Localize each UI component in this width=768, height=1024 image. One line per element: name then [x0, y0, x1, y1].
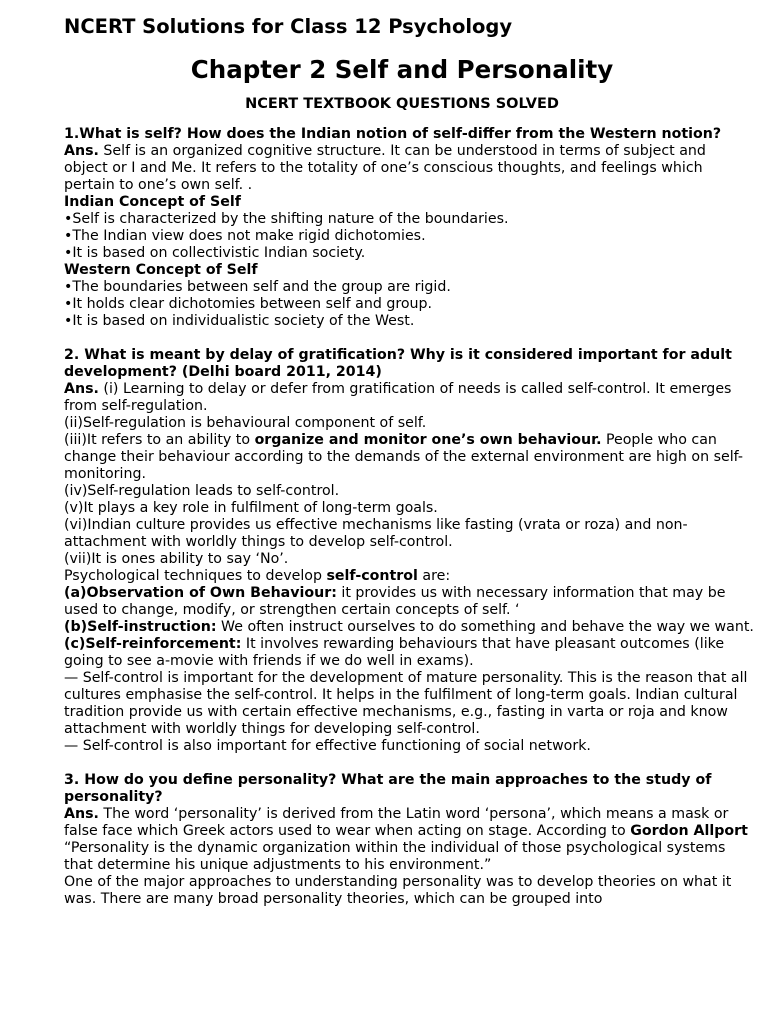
section-subtitle: NCERT TEXTBOOK QUESTIONS SOLVED	[245, 96, 559, 112]
emphasis: self-control	[326, 568, 418, 584]
list-item: •It holds clear dichotomies between self and group.	[64, 296, 433, 312]
spacer	[64, 330, 754, 347]
emphasis: Gordon Allport	[630, 823, 748, 839]
answer-2-iii	[64, 432, 754, 483]
answer-text: are:	[417, 568, 451, 584]
list-item: •It is based on individualistic society of the West.	[64, 313, 415, 329]
answer-text: (i) Learning to delay or defer from gratification of needs is called self-control. It emerges from self-regulation.	[64, 381, 732, 414]
answer-text: People who can change their behaviour according to the demands of the external environment are high on self-monitoring.	[64, 432, 743, 482]
question-1: 1.What is self? How does the Indian notion of self-differ from the Western notion?	[64, 126, 722, 142]
indian-concept-heading: Indian Concept of Self	[64, 194, 241, 210]
technique-label: (b)Self-instruction:	[64, 619, 217, 635]
answer-2-i	[64, 381, 754, 415]
list-item: •Self is characterized by the shifting nature of the boundaries.	[64, 211, 509, 227]
document-body	[64, 126, 754, 908]
series-title: NCERT Solutions for Class 12 Psychology	[64, 15, 513, 38]
answer-3-continued: One of the major approaches to understanding personality was to develop theories on what it was. There are many broad personality theories, which can be grouped into	[64, 874, 732, 907]
answer-2-vii: (vii)It is ones ability to say ‘No’.	[64, 551, 289, 567]
technique-label: (c)Self-reinforcement:	[64, 636, 242, 652]
answer-text: (iii)It refers to an ability to	[64, 432, 255, 448]
answer-1	[64, 143, 754, 194]
dash-paragraph: — Self-control is important for the development of mature personality. This is the reason that all cultures emphasise the self-control. It helps in the fulfilment of long-term goals. Indian cultural tradition provide us with certain effective mechanisms, e.g., fasting in varta or roja and know attachment with worldly things for developing self-control.	[64, 670, 748, 737]
technique-text: It involves rewarding behaviours that have pleasant outcomes (like going to see a-movie with friends if we do well in exams).	[64, 636, 725, 669]
answer-2-v: (v)It plays a key role in fulfilment of long-term goals.	[64, 500, 438, 516]
answer-label: Ans.	[64, 143, 99, 159]
technique-c	[64, 636, 754, 670]
answer-2-ii: (ii)Self-regulation is behavioural component of self.	[64, 415, 427, 431]
answer-label: Ans.	[64, 806, 99, 822]
technique-text: it provides us with necessary information that may be used to change, modify, or strengthen certain concepts of self. ‘	[64, 585, 726, 618]
spacer	[64, 755, 754, 772]
techniques-intro	[64, 568, 754, 585]
list-item: •The boundaries between self and the group are rigid.	[64, 279, 451, 295]
question-2: 2. What is meant by delay of gratification? Why is it considered important for adult development? (Delhi board 2011, 2014)	[64, 347, 732, 380]
question-3: 3. How do you define personality? What are the main approaches to the study of personality?	[64, 772, 712, 805]
technique-a	[64, 585, 754, 619]
answer-text: “Personality is the dynamic organization within the individual of those psychological systems that determine his unique adjustments to his environment.”	[64, 840, 726, 873]
technique-b	[64, 619, 754, 636]
answer-2-iv: (iv)Self-regulation leads to self-control.	[64, 483, 340, 499]
list-item: •It is based on collectivistic Indian society.	[64, 245, 366, 261]
chapter-title: Chapter 2 Self and Personality	[190, 55, 614, 84]
answer-label: Ans.	[64, 381, 99, 397]
dash-paragraph: — Self-control is also important for effective functioning of social network.	[64, 738, 591, 754]
answer-text: The word ‘personality’ is derived from the Latin word ‘persona’, which means a mask or false face which Greek actors used to wear when acting on stage. According to	[64, 806, 729, 839]
western-concept-heading: Western Concept of Self	[64, 262, 258, 278]
list-item: •The Indian view does not make rigid dichotomies.	[64, 228, 426, 244]
technique-label: (a)Observation of Own Behaviour:	[64, 585, 337, 601]
answer-text: Psychological techniques to develop	[64, 568, 327, 584]
answer-2-vi: (vi)Indian culture provides us effective mechanisms like fasting (vrata or roza) and non-attachment with worldly things to develop self-control.	[64, 517, 688, 550]
technique-text: We often instruct ourselves to do something and behave the way we want.	[216, 619, 754, 635]
answer-text: Self is an organized cognitive structure. It can be understood in terms of subject and object or I and Me. It refers to the totality of one’s conscious thoughts, and feelings which pertain to one’s own self. .	[64, 143, 706, 193]
answer-3	[64, 806, 754, 874]
emphasis: organize and monitor one’s own behaviour.	[254, 432, 602, 448]
